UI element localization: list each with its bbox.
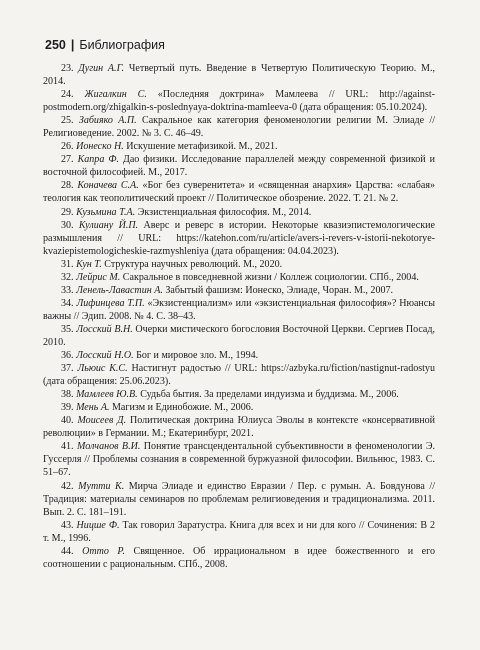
bibliography-entry	[43, 388, 435, 401]
entry-text: Судьба бытия. За пределами индуизма и буддизма. М., 2006.	[137, 389, 399, 401]
entry-number: 27.	[61, 154, 74, 166]
entry-author: Капра Ф.	[77, 154, 119, 166]
entry-author: Лосский В.Н.	[76, 323, 133, 335]
section-title: Библиография	[79, 38, 165, 52]
entry-author: Кузьмина Т.А.	[76, 206, 136, 218]
page-number: 250	[45, 38, 66, 52]
entry-author: Мутти К.	[78, 480, 125, 492]
entry-number: 33.	[61, 284, 74, 296]
entry-text: Политическая доктрина Юлиуса Эволы в контексте «консервативной революции» в Германии. М.; Екатеринбург, 2021.	[43, 415, 435, 440]
entry-author: Мамлеев Ю.В.	[76, 389, 138, 401]
bibliography-entry	[43, 480, 435, 519]
entry-number: 36.	[61, 350, 74, 362]
bibliography-entry	[43, 519, 435, 545]
entry-number: 44.	[61, 545, 74, 557]
entry-text: Экзистенциальная философия. М., 2014.	[135, 206, 312, 218]
entry-text: Бог и мировое зло. М., 1994.	[133, 350, 259, 362]
entry-text: «Последняя доктрина» Мамлеева // URL: http://against-postmodern.org/zhigalkin-s-poslednyaya-doktrina-mamleeva-0 (дата обращения: 05.10.2024).	[43, 89, 436, 114]
bibliography-entry	[43, 323, 435, 349]
bibliography-entry	[43, 140, 435, 153]
entry-number: 34.	[61, 297, 74, 309]
bibliography-entry	[43, 271, 435, 284]
entry-author: Забияко А.П.	[78, 115, 137, 127]
entry-text: Магизм и Единобожие. М., 2006.	[109, 402, 254, 414]
bibliography-entry	[43, 545, 435, 571]
entry-text: Искушение метафизикой. М., 2021.	[123, 141, 278, 153]
entry-number: 42.	[61, 480, 74, 492]
bibliography-entry	[43, 362, 435, 388]
entry-text: Священное. Об иррациональном в идее божественного и его соотношении с рациональным. СПб., 2008.	[43, 545, 436, 570]
entry-number: 31.	[61, 258, 74, 270]
entry-author: Молчанов В.И.	[77, 441, 141, 453]
running-header	[45, 38, 165, 52]
entry-number: 29.	[61, 206, 74, 218]
entry-number: 43.	[61, 519, 74, 531]
bibliography-list	[43, 62, 435, 571]
entry-author: Отто Р.	[82, 545, 125, 557]
entry-number: 24.	[61, 89, 74, 101]
entry-number: 32.	[61, 271, 74, 283]
bibliography-entry	[43, 258, 435, 271]
entry-number: 35.	[61, 323, 74, 335]
entry-author: Ницше Ф.	[76, 519, 120, 531]
bibliography-entry	[43, 349, 435, 362]
bibliography-entry	[43, 297, 435, 323]
bibliography-entry	[43, 153, 435, 179]
entry-number: 28.	[61, 180, 74, 192]
entry-author: Льюис К.С.	[77, 363, 128, 375]
entry-text: «Бог без суверенитета» и «священная анархия» Царства: «слабая» теология как теополитический проект // Политическое обозрение. 2022. Т. 21. № 2.	[43, 180, 435, 205]
entry-author: Лифинцева Т.П.	[76, 297, 145, 309]
entry-number: 23.	[61, 63, 74, 74]
entry-author: Ленель-Лавастин А.	[76, 284, 163, 296]
entry-author: Кулиану Й.П.	[78, 219, 139, 231]
entry-author: Коначева С.А.	[77, 180, 139, 192]
bibliography-entry	[43, 62, 435, 88]
bibliography-entry	[43, 414, 435, 440]
header-separator: |	[70, 38, 75, 52]
entry-author: Мень А.	[76, 402, 110, 414]
entry-author: Дугин А.Г.	[78, 63, 125, 74]
entry-text: Настигнут радостью // URL: https://azbyka.ru/fiction/nastignut-radostyu (дата обращения: 25.06.2023).	[43, 363, 435, 388]
entry-text: Сакральное как категория феноменологии религии М. Элиаде // Религиоведение. 2002. № 3. С. 46–49.	[43, 115, 435, 140]
entry-text: Четвертый путь. Введение в Четвертую Политическую Теорию. М., 2014.	[43, 63, 435, 88]
entry-author: Кун Т.	[76, 258, 102, 270]
entry-author: Моисеев Д.	[77, 415, 127, 427]
entry-author: Ионеско Н.	[76, 141, 124, 153]
entry-number: 41.	[61, 441, 74, 453]
entry-text: Мирча Элиаде и единство Евразии / Пер. с румын. А. Бовдунова // Традиция: материалы семинаров по проблемам религиоведения и традиционализма. 2011. Вып. 2. С. 181–191.	[43, 480, 435, 518]
bibliography-entry	[43, 206, 435, 219]
entry-text: «Экзистенциализм» или «экзистенциальная философия»? Нюансы важны // Эдип. 2008. № 4. С. 38–43.	[43, 297, 436, 322]
bibliography-entry	[43, 440, 435, 479]
bibliography-entry	[43, 179, 435, 205]
entry-author: Лосский Н.О.	[76, 350, 134, 362]
bibliography-entry	[43, 401, 435, 414]
entry-text: Сакральное в повседневной жизни / Коллеж социологии. СПб., 2004.	[120, 271, 419, 283]
entry-number: 26.	[61, 141, 74, 153]
bibliography-entry	[43, 284, 435, 297]
entry-number: 38.	[61, 389, 74, 401]
entry-text: Очерки мистического богословия Восточной Церкви. Сергиев Посад, 2010.	[43, 323, 436, 348]
bibliography-entry	[43, 88, 435, 114]
bibliography-entry	[43, 114, 435, 140]
entry-text: Аверс и реверс в истории. Некоторые квазиэпистемологические размышления // URL: https://katehon.com/ru/article/avers-i-revers-v-istorii-nekotorye-kvaziepistemologicheskie-razmyshleniya (дата обращения: 04.04.2023).	[43, 219, 435, 257]
entry-text: Так говорил Заратустра. Книга для всех и ни для кого // Сочинения: В 2 т. М., 1996.	[43, 519, 436, 544]
entry-text: Забытый фашизм: Ионеско, Элиаде, Чоран. М., 2007.	[162, 284, 394, 296]
entry-text: Структура научных революций. М., 2020.	[101, 258, 283, 270]
entry-number: 30.	[61, 219, 74, 231]
bibliography-entry	[43, 219, 435, 258]
entry-text: Понятие трансцендентальной субъективности в феноменологии Э. Гуссерля // Проблемы сознания в современной буржуазной философии. Вильнюс, 1983. С. 51–67.	[43, 441, 435, 479]
entry-number: 25.	[61, 115, 74, 127]
entry-author: Лейрис М.	[76, 271, 121, 283]
entry-number: 39.	[61, 402, 74, 414]
entry-text: Дао физики. Исследование параллелей между современной физикой и восточной философией. М., 2017.	[43, 154, 436, 179]
entry-author: Жигалкин С.	[84, 89, 147, 101]
entry-number: 40.	[61, 415, 74, 427]
entry-number: 37.	[61, 363, 74, 375]
